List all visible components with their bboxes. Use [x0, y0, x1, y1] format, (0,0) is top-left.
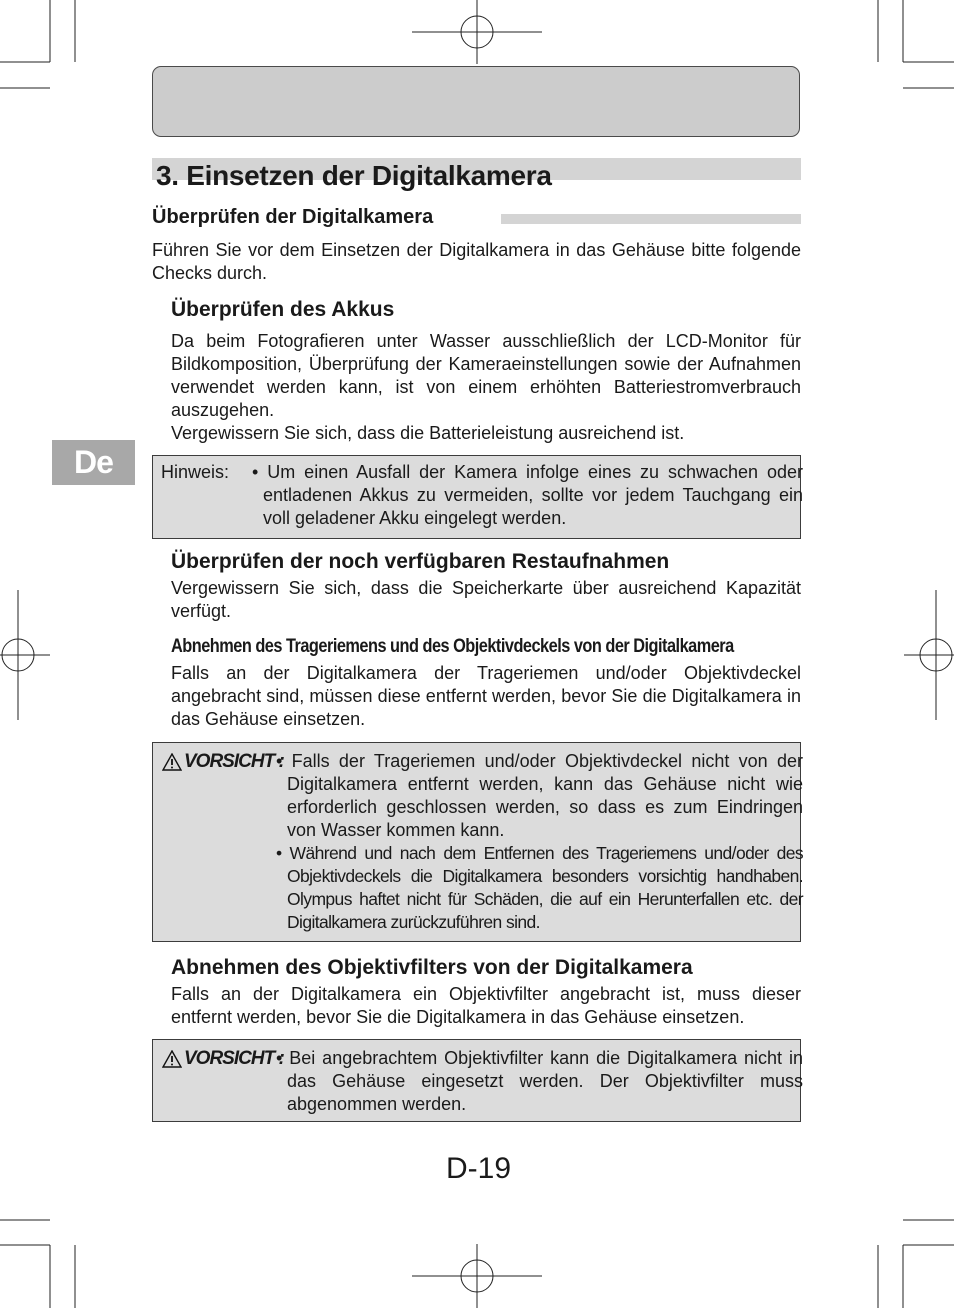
- strap-heading: Abnehmen des Trageriemens und des Objektivdeckels von der Digitalkamera: [171, 636, 734, 657]
- warning-triangle-icon: [162, 1050, 182, 1068]
- filter-heading: Abnehmen des Objektivfilters von der Digitalkamera: [171, 956, 693, 979]
- caution-bullet-1: • Falls der Trageriemen und/oder Objektivdeckel nicht von der Digitalkamera entfernt werden, kann das Gehäuse nicht wie erforderlich geschlossen werden, so dass es zum Eindringen von Wasser kommen kann.: [276, 751, 803, 840]
- header-band: [152, 66, 800, 137]
- battery-text: Da beim Fotografieren unter Wasser ausschließlich der LCD-Monitor für Bildkomposition, Überprüfung der Kameraeinstellungen sowie der Aufnahmen verwendet werden kann, ist von einem erhöhten Batteriestromverbrauch auszugehen.: [171, 331, 801, 420]
- caution-box-2: [152, 1039, 801, 1122]
- note-box: [152, 455, 801, 539]
- registration-mark-icon: [904, 590, 954, 720]
- remaining-heading: Überprüfen der noch verfügbaren Restaufnahmen: [171, 550, 670, 573]
- strap-text: Falls an der Digitalkamera der Trageriemen und/oder Objektivdeckel angebracht sind, müssen diese entfernt werden, bevor Sie die Digitalkamera in das Gehäuse einsetzen.: [171, 663, 801, 729]
- remaining-text: Vergewissern Sie sich, dass die Speicherkarte über ausreichend Kapazität verfügt.: [171, 578, 801, 621]
- registration-mark-icon: [412, 0, 542, 64]
- section-title-bar: [501, 214, 801, 224]
- caution-box-1: [152, 742, 801, 942]
- caution-label: [162, 1047, 284, 1070]
- filter-text: Falls an der Digitalkamera ein Objektivfilter angebracht ist, muss dieser entfernt werden, bevor Sie die Digitalkamera in das Gehäuse einsetzen.: [171, 984, 801, 1027]
- caution-label-text: VORSICHT :: [184, 751, 284, 772]
- battery-text-2: Vergewissern Sie sich, dass die Batterieleistung ausreichend ist.: [171, 423, 685, 443]
- note-label: Hinweis:: [161, 462, 230, 482]
- caution-bullet-3: • Bei angebrachtem Objektivfilter kann die Digitalkamera nicht in das Gehäuse eingesetzt werden. Der Objektivfilter muss abgenommen werden.: [276, 1048, 803, 1114]
- section-title: Überprüfen der Digitalkamera: [152, 206, 434, 228]
- caution-label-text: VORSICHT :: [184, 1048, 284, 1069]
- note-bullet: • Um einen Ausfall der Kamera infolge eines zu schwachen oder entladenen Akkus zu vermeiden, sollte vor jedem Tauchgang ein voll geladener Akku eingelegt werden.: [252, 462, 803, 528]
- caution-bullet-2: • Während und nach dem Entfernen des Trageriemens und/oder des Objektivdeckels die Digitalkamera besonders vorsichtig handhaben. Olympus haftet nicht für Schäden, die auf ein Herunterfallen etc. der Digitalkamera zurückzuführen sind.: [276, 843, 803, 932]
- chapter-title: 3. Einsetzen der Digitalkamera: [156, 160, 552, 191]
- warning-triangle-icon: [162, 753, 182, 771]
- caution-label: [162, 750, 284, 773]
- page-number: D-19: [446, 1152, 512, 1185]
- section-intro: Führen Sie vor dem Einsetzen der Digitalkamera in das Gehäuse bitte folgende Checks durch.: [152, 240, 801, 283]
- registration-mark-icon: [412, 1244, 542, 1308]
- language-tab: De: [52, 440, 135, 485]
- battery-heading: Überprüfen des Akkus: [171, 298, 395, 321]
- registration-mark-icon: [0, 590, 50, 720]
